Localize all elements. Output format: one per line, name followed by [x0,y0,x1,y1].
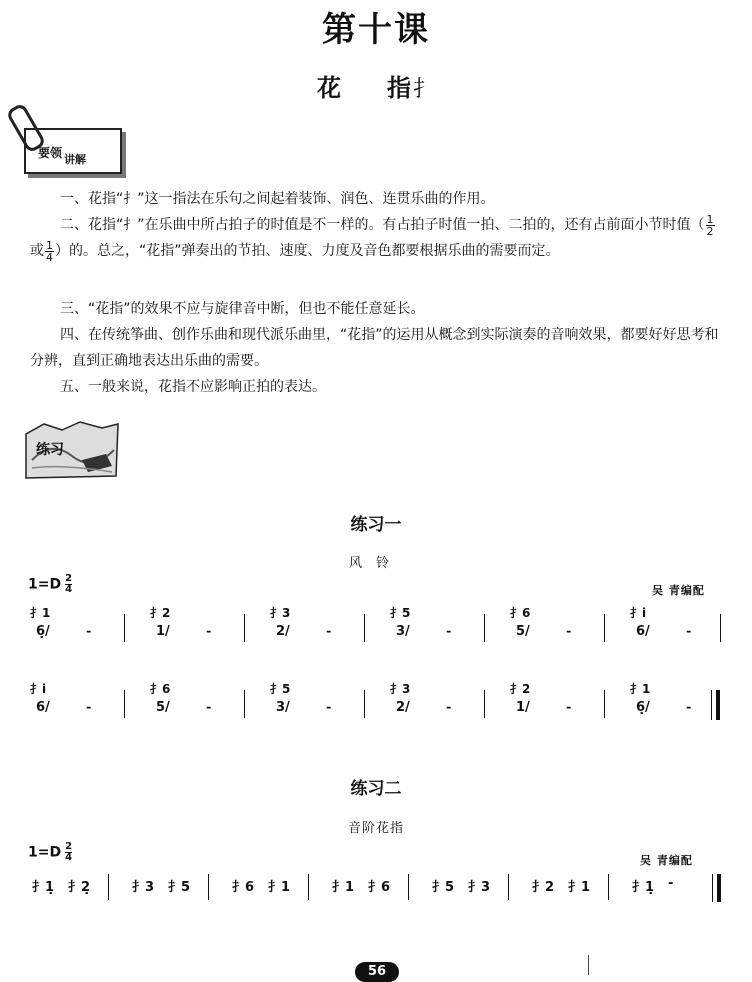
paragraph-2 [30,212,726,264]
ex2-final-thin-barline [712,874,713,902]
ex1-row2-dash: - [326,700,332,715]
ex2-note: ⺘2̣ [68,880,91,895]
ex1-row2-note: 1/ [516,700,530,715]
exercise-1-time-numerator: 2 [65,573,73,584]
ex1-row1-dash: - [566,624,572,639]
exercise-2-time-signature [65,842,72,863]
exercise-1-song-title: 风铃 [348,556,403,571]
ex1-row2-ornament: ⺘1 [630,682,651,696]
practice-badge [22,420,122,482]
ex1-row2-note: 3/ [276,700,290,715]
exercise-2-row [28,870,728,918]
ex2-note: ⺘1 [268,880,291,895]
ex2-barline [308,874,309,900]
ex1-row2-barline [604,690,605,718]
exercise-1-arranger: 吴 青编配 [652,584,705,597]
ex1-row2-ornament: ⺘2 [510,682,531,696]
ex1-row1-end-barline [720,614,721,642]
paragraph-2-part-a: 二、花指“⺘”在乐曲中所占拍子的时值是不一样的。有占拍子时值一拍、二拍的，还有占前面小节时值（ [60,217,705,233]
ex1-row1-ornament: ⺘2 [150,606,171,620]
ex1-row2-note: 6/ [36,700,50,715]
ex1-row1-barline [484,614,485,642]
ex1-final-thick-barline [716,690,720,720]
exercise-1-row-2 [28,680,728,728]
flower-finger-symbol: ⺘ [412,77,435,102]
ex1-row1-note: 6̣/ [36,624,50,639]
ex1-row1-ornament: ⺘6 [510,606,531,620]
ex1-row2-barline [244,690,245,718]
ex2-note: ⺘5 [432,880,455,895]
ex2-barline [608,874,609,900]
practice-badge-label: 练习 [36,442,64,458]
ex1-row1-ornament: ⺘1 [30,606,51,620]
ex1-final-thin-barline [711,690,712,720]
section-title-left: 花 [316,74,341,102]
exercise-1-key-signature: 1=D [28,576,62,593]
ex1-row2-note: 5/ [156,700,170,715]
ex2-barline [408,874,409,900]
ex1-row1-note: 2/ [276,624,290,639]
paragraph-2-part-b: ）的。总之，“花指”弹奏出的节拍、速度、力度及音色都要根据乐曲的需要而定。 [55,243,560,259]
exercise-2-key-signature: 1=D [28,844,62,861]
ex1-row2-barline [364,690,365,718]
exercise-2-time-numerator: 2 [65,841,73,852]
badge-word-1: 要领 [38,146,63,160]
exercise-1-title: 练习一 [350,515,402,535]
fraction-half-denominator: 2 [706,224,714,238]
ex1-row1-note: 5/ [516,624,530,639]
exercise-2-title: 练习二 [350,779,402,799]
ex1-row2-ornament: ⺘i [30,682,47,696]
ex1-row1-ornament: ⺘5 [390,606,411,620]
ex1-row1-ornament: ⺘3 [270,606,291,620]
ex2-barline [208,874,209,900]
ex2-note: ⺘6 [232,880,255,895]
ex1-row1-dash: - [326,624,332,639]
ex1-row2-dash: - [566,700,572,715]
ex1-row2-note: 2/ [396,700,410,715]
ex2-note: ⺘1̣ [32,880,55,895]
page-number: 56 [355,962,399,982]
paragraph-4: 四、在传统筝曲、创作乐曲和现代派乐曲里，“花指”的运用从概念到实际演奏的音响效果，都要好好思考和分辨，直到正确地表达出乐曲的需要。 [30,327,719,369]
fraction-quarter-denominator: 4 [46,250,53,264]
fraction-half [706,214,715,237]
key-points-badge [24,128,122,174]
ex1-row2-dash: - [86,700,92,715]
ex1-row2-barline [484,690,485,718]
ex1-row1-dash: - [86,624,92,639]
ex2-barline [108,874,109,900]
ex2-barline [508,874,509,900]
ex1-row2-note: 6̣/ [636,700,650,715]
ex1-row1-ornament: ⺘i [630,606,647,620]
ex1-row1-barline [244,614,245,642]
exercise-2-song-title: 音阶花指 [347,821,404,836]
ex1-row1-dash: - [206,624,212,639]
exercise-2-time-denominator: 4 [65,852,73,863]
ex1-row2-dash: - [446,700,452,715]
paragraph-2-or: 或 [30,243,44,259]
section-title-right: 指 [386,74,411,102]
ex2-note: - [668,876,674,891]
ex1-row1-barline [124,614,125,642]
exercise-2-arranger: 吴 青编配 [640,854,693,867]
ex1-row2-barline [124,690,125,718]
exercise-1-time-signature [65,574,72,595]
exercise-1-time-denominator: 4 [65,584,73,595]
ex1-row2-dash: - [206,700,212,715]
ex2-note: ⺘1̣ [632,880,655,895]
paragraph-3: 三、“花指”的效果不应与旋律音中断，但也不能任意延长。 [60,301,425,317]
paragraph-5: 五、一般来说，花指不应影响正拍的表达。 [60,379,326,395]
fraction-quarter-numerator: 1 [46,238,53,252]
corner-mark [588,955,599,975]
practice-badge-illustration [22,420,122,482]
ex2-note: ⺘1 [332,880,355,895]
badge-label [38,144,87,166]
ex1-row1-barline [364,614,365,642]
exercise-1-key [28,574,72,595]
exercise-2-key [28,842,72,863]
paragraph-1: 一、花指“⺘”这一指法在乐句之间起着装饰、润色、连贯乐曲的作用。 [60,191,495,207]
ex2-note: ⺘3 [468,880,491,895]
fraction-quarter [45,240,54,263]
ex1-row1-dash: - [686,624,692,639]
exercise-1-row-1 [28,604,728,652]
ex2-note: ⺘3 [132,880,155,895]
lesson-title: 第十课 [322,10,430,50]
ex1-row1-note: 6/ [636,624,650,639]
ex2-note: ⺘2 [532,880,555,895]
ex2-note: ⺘5 [168,880,191,895]
ex1-row2-ornament: ⺘6 [150,682,171,696]
fraction-half-numerator: 1 [706,212,714,226]
ex1-row1-dash: - [446,624,452,639]
section-title [0,68,752,103]
ex2-note: ⺘6 [368,880,391,895]
ex1-row1-barline [604,614,605,642]
ex1-row2-ornament: ⺘5 [270,682,291,696]
ex2-final-thick-barline [717,874,721,902]
ex2-note: ⺘1 [568,880,591,895]
ex1-row1-note: 3/ [396,624,410,639]
ex1-row1-note: 1/ [156,624,170,639]
badge-word-2: 讲解 [64,153,87,166]
ex1-row2-ornament: ⺘3 [390,682,411,696]
ex1-row2-dash: - [686,700,692,715]
